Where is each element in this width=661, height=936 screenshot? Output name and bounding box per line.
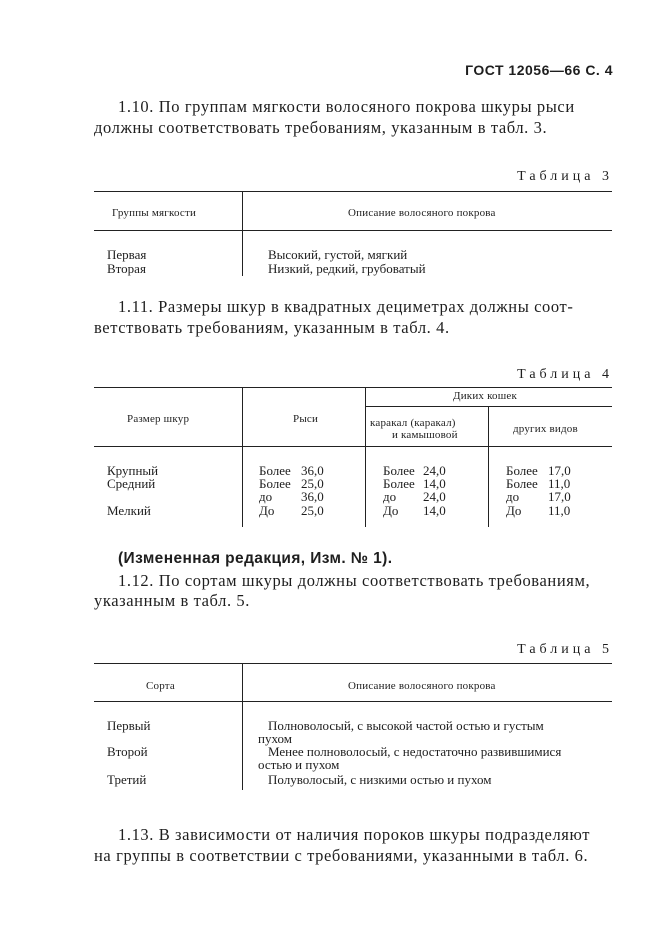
table-4-lynx-val-3: 36,0 xyxy=(301,489,324,504)
table-4-header-size: Размер шкур xyxy=(127,413,190,425)
table-4-other-op-2: Более xyxy=(506,476,538,491)
table-3-row-2-description: Низкий, редкий, грубоватый xyxy=(268,261,426,276)
table-3-row-1-description: Высокий, густой, мягкий xyxy=(268,247,408,262)
para-1-11-line1: 1.11. Размеры шкур в квадратных дециметрах должны соот- xyxy=(118,297,574,316)
table-3-header-groups: Группы мягкости xyxy=(112,207,197,219)
para-1-11-line2: ветствовать требованиям, указанным в табл. 4. xyxy=(94,318,450,337)
table-4-header-caracal-line1: каракал (каракал) xyxy=(370,417,456,429)
table-4-caracal-val-1: 24,0 xyxy=(423,463,446,478)
table-5-row-1-grade: Первый xyxy=(107,718,151,733)
table-4-divider-1 xyxy=(242,387,243,527)
table-5-column-divider xyxy=(242,663,243,790)
table-3-row-2-group: Вторая xyxy=(107,261,146,276)
table-4-group-rule xyxy=(365,406,612,407)
table-5-row-2-grade: Второй xyxy=(107,744,148,759)
amendment-note: (Измененная редакция, Изм. № 1). xyxy=(118,550,393,567)
table-3-top-rule xyxy=(94,191,612,192)
table-5-header-description: Описание волосяного покрова xyxy=(348,680,496,692)
table-3-caption: Таблица 3 xyxy=(517,169,613,184)
table-4-other-op-3: до xyxy=(506,489,520,504)
table-4-other-op-4: До xyxy=(506,503,522,518)
table-4-other-op-1: Более xyxy=(506,463,538,478)
table-4-header-caracal-line2: и камышовой xyxy=(392,429,458,441)
table-5-row-2-desc-line1: Менее полноволосый, с недостаточно развившимися xyxy=(268,744,562,759)
table-3-header-rule xyxy=(94,230,612,231)
table-4-header-other: других видов xyxy=(513,423,578,435)
table-4-other-val-4: 11,0 xyxy=(548,503,571,518)
table-4-header-rule xyxy=(94,446,612,447)
table-4-lynx-op-3: до xyxy=(259,489,273,504)
table-4-header-lynx: Рыси xyxy=(293,413,319,425)
table-5-row-1-desc-line1: Полноволосый, с высокой частой остью и густым xyxy=(268,718,544,733)
table-4-caracal-op-1: Более xyxy=(383,463,415,478)
table-5-header-rule xyxy=(94,701,612,702)
table-5-row-3-desc-line1: Полуволосый, с низкими остью и пухом xyxy=(268,772,492,787)
table-4-other-val-2: 11,0 xyxy=(548,476,571,491)
table-4-caracal-val-4: 14,0 xyxy=(423,503,446,518)
table-5-row-1-desc-line2: пухом xyxy=(258,731,292,746)
table-4-divider-2 xyxy=(365,387,366,527)
table-5-top-rule xyxy=(94,663,612,664)
para-1-10-line2: должны соответствовать требованиям, указанным в табл. 3. xyxy=(94,118,548,137)
table-4-lynx-val-2: 25,0 xyxy=(301,476,324,491)
table-4-size-medium: Средний xyxy=(107,476,156,491)
table-5-caption: Таблица 5 xyxy=(517,642,613,657)
table-4-divider-3 xyxy=(488,406,489,527)
table-4-caracal-op-4: До xyxy=(383,503,399,518)
table-5-row-2-desc-line2: остью и пухом xyxy=(258,757,340,772)
para-1-12-line1: 1.12. По сортам шкуры должны соответствовать требованиям, xyxy=(118,571,591,590)
table-4-size-large: Крупный xyxy=(107,463,159,478)
table-5-row-3-grade: Третий xyxy=(107,772,147,787)
table-4-lynx-val-4: 25,0 xyxy=(301,503,324,518)
table-4-lynx-op-2: Более xyxy=(259,476,291,491)
para-1-10-line1: 1.10. По группам мягкости волосяного покрова шкуры рыси xyxy=(118,97,575,116)
table-4-other-val-1: 17,0 xyxy=(548,463,571,478)
table-4-caracal-val-2: 14,0 xyxy=(423,476,446,491)
table-4-caption: Таблица 4 xyxy=(517,367,613,382)
para-1-13-line1: 1.13. В зависимости от наличия пороков шкуры подразделяют xyxy=(118,825,591,844)
table-4-size-small: Мелкий xyxy=(107,503,151,518)
table-3-row-1-group: Первая xyxy=(107,247,147,262)
table-4-other-val-3: 17,0 xyxy=(548,489,571,504)
table-3-column-divider xyxy=(242,191,243,276)
page-header: ГОСТ 12056—66 С. 4 xyxy=(465,62,613,78)
table-4-top-rule xyxy=(94,387,612,388)
table-4-lynx-val-1: 36,0 xyxy=(301,463,324,478)
table-4-caracal-op-2: Более xyxy=(383,476,415,491)
para-1-12-line2: указанным в табл. 5. xyxy=(94,591,250,610)
table-4-lynx-op-1: Более xyxy=(259,463,291,478)
table-4-lynx-op-4: До xyxy=(259,503,275,518)
para-1-13-line2: на группы в соответствии с требованиями, указанными в табл. 6. xyxy=(94,846,589,865)
table-3-header-description: Описание волосяного покрова xyxy=(348,207,496,219)
table-5-header-grades: Сорта xyxy=(146,680,176,692)
table-4-caracal-op-3: до xyxy=(383,489,397,504)
table-4-caracal-val-3: 24,0 xyxy=(423,489,446,504)
table-4-header-wildcats: Диких кошек xyxy=(453,390,518,402)
